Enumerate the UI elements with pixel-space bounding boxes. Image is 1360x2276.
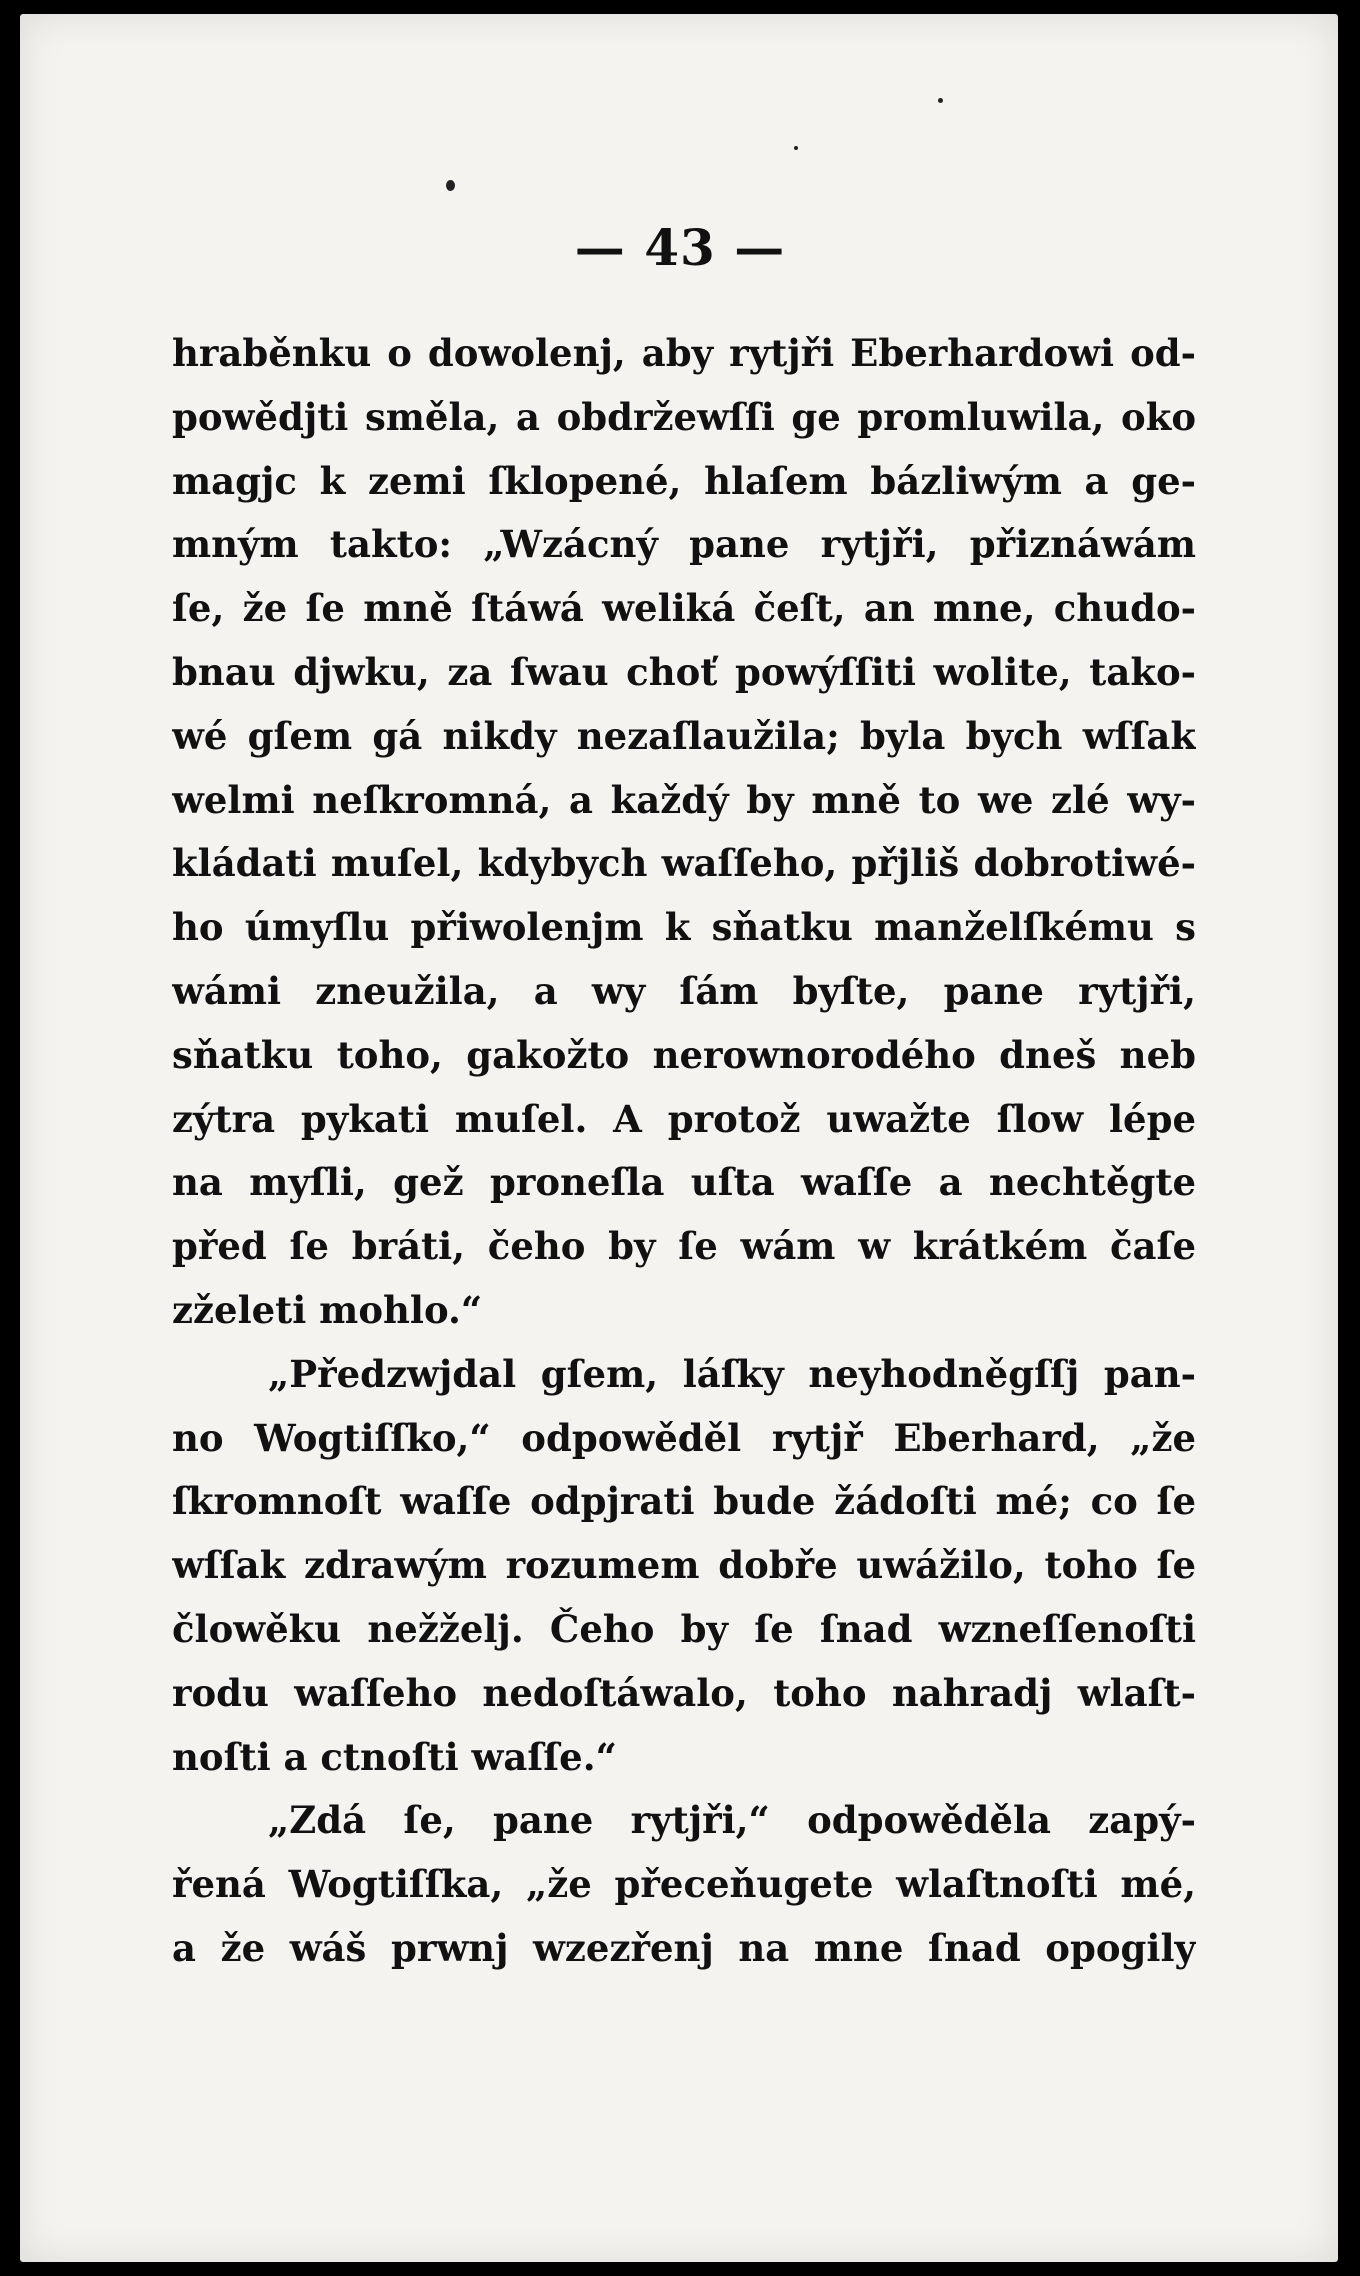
ink-speck (938, 98, 943, 103)
text-line: zýtra pykati muſel. A protož uwažte ſlow lépe (172, 1096, 1196, 1141)
text-line: ſe, že ſe mně ſtáwá weliká čeſt, an mne, chudo- (172, 586, 1196, 631)
text-line: wé gſem gá nikdy nezaſlaužila; byla bych wſſak (172, 713, 1196, 758)
ink-speck (794, 146, 798, 150)
body-text (172, 322, 1196, 1981)
text-line: bnau djwku, za ſwau choť powýſſiti wolite, tako- (172, 649, 1196, 694)
text-line: rodu waſſeho nedoſtáwalo, toho nahradj wlaſt- (172, 1670, 1196, 1715)
text-line: na myſli, gež proneſla uſta waſſe a nechtěgte (172, 1160, 1196, 1205)
text-line: mným takto: „Wzácný pane rytjři, přiznáwám (172, 522, 1196, 567)
text-line: „Předzwjdal gſem, láſky neyhodněgſſj pan- (268, 1351, 1196, 1396)
text-line: ſkromnoſt waſſe odpjrati bude žádoſti mé; co ſe (172, 1479, 1196, 1524)
text-line: člowěku nežželj. Čeho by ſe ſnad wzneſſenoſti (172, 1606, 1196, 1651)
text-line: před ſe bráti, čeho by ſe wám w krátkém čaſe (172, 1224, 1196, 1269)
text-line: zželeti mohlo.“ (172, 1287, 483, 1332)
text-line: sňatku toho, gakožto nerownorodého dneš neb (172, 1032, 1196, 1077)
text-line: powědjti směla, a obdržewſſi ge promluwila, oko (172, 394, 1196, 439)
text-line: wámi zneužila, a wy ſám byſte, pane rytjři, (172, 968, 1196, 1013)
text-line: řená Wogtiſſka, „že přeceňugete wlaſtnoſti mé, (172, 1862, 1196, 1907)
text-line: kládati muſel, kdybych waſſeho, přjliš dobrotiwé- (172, 841, 1196, 886)
text-line: „Zdá ſe, pane rytjři,“ odpowěděla zapý- (268, 1798, 1196, 1843)
page-number: — 43 — (574, 218, 786, 277)
text-line: hraběnku o dowolenj, aby rytjři Eberhardowi od- (172, 331, 1196, 375)
text-line: magjc k zemi ſklopené, hlaſem bázliwým a ge- (172, 458, 1196, 503)
text-line: welmi neſkromná, a každý by mně to we zlé wy- (172, 777, 1196, 822)
text-line: no Wogtiſſko,“ odpowěděl rytjř Eberhard, „že (172, 1415, 1196, 1460)
text-line: a že wáš prwnj wzezřenj na mne ſnad opogily (172, 1925, 1196, 1970)
text-line: wſſak zdrawým rozumem dobře uwážilo, toho ſe (172, 1543, 1196, 1588)
ink-speck (446, 180, 455, 191)
text-line: noſti a ctnoſti waſſe.“ (172, 1734, 617, 1779)
text-line: ho úmyſlu přiwolenjm k sňatku manželſkému s (172, 905, 1196, 950)
